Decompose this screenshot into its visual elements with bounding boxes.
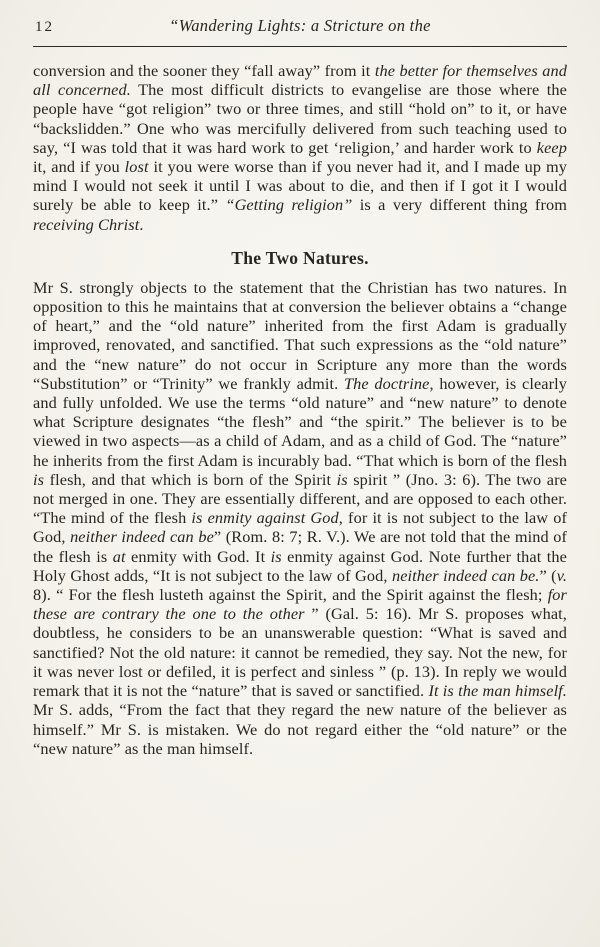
section-heading: The Two Natures. <box>231 247 369 268</box>
page-header <box>33 16 567 42</box>
paragraph-continuation: conversion and the sooner they “fall away” from it the better for themselves and all concerned. The most difficult districts to evangelise are those where the people have “got religion” two or three times, and still “hold on” to it, or have “backslidden.” One who was mercifully delivered from such teaching used to say, “I was told that it was hard work to get ‘religion,’ and harder work to keep it, and if you lost it you were worse than if you never had it, and I made up my mind I would not seek it until I was about to die, and then if I got it I would surely be able to keep it.” “Getting religion” is a very different thing from receiving Christ. <box>33 61 567 234</box>
paragraph-two-natures: Mr S. strongly objects to the statement that the Christian has two natures. In opposition to this he maintains that at conversion the believer obtains a “change of heart,” and the “old nature” inherited from the first Adam is gradually improved, renovated, and sanctified. That such expressions as the “old nature” and the “new nature” do not occur in Scripture any more than the words “Substitution” or “Trinity” we frankly admit. The doctrine, however, is clearly and fully unfolded. We use the terms “old nature” and “new nature” to denote what Scripture designates “the flesh” and “the spirit.” The believer is to be viewed in two aspects—as a child of Adam, and as a child of God. The “nature” he inherits from the first Adam is incurably bad. “That which is born of the flesh is flesh, and that which is born of the Spirit is spirit ” (Jno. 3: 6). The two are not merged in one. They are essentially different, and are opposed to each other. “The mind of the flesh is enmity against God, for it is not subject to the law of God, neither indeed can be” (Rom. 8: 7; R. V.). We are not told that the mind of the flesh is at enmity with God. It is enmity against God. Note further that the Holy Ghost adds, “It is not subject to the law of God, neither indeed can be.” (v. 8). “ For the flesh lusteth against the Spirit, and the Spirit against the flesh; for these are contrary the one to the other ” (Gal. 5: 16). Mr S. proposes what, doubtless, he considers to be an unanswerable question: “What is saved and sanctified? Not the old nature: it cannot be remedied, they say. Not the new, for it was never lost or defiled, it is perfect and sinless ” (p. 13). In reply we would remark that it is not the “nature” that is saved or sanctified. It is the man himself. Mr S. adds, “From the fact that they regard the new nature of the believer as himself.” Mr S. is mistaken. We do not regard either the “old nature” or the “new nature” as the man himself. <box>33 277 568 758</box>
header-rule <box>33 46 567 47</box>
running-title: “Wandering Lights: a Stricture on the <box>169 16 431 35</box>
page-number: 12 <box>35 19 54 35</box>
